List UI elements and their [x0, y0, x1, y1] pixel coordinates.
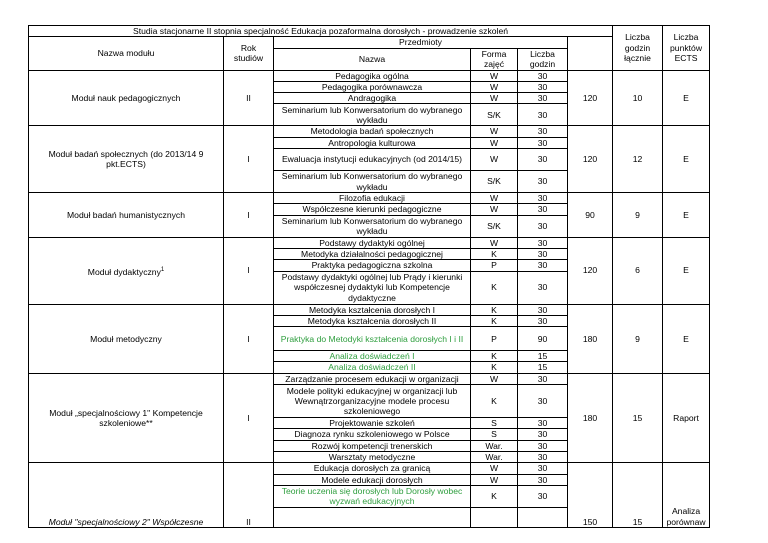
subject-form: W	[471, 463, 518, 474]
module-ects: 9	[613, 304, 663, 373]
subject-form: S/K	[471, 215, 518, 237]
subject-hours: 30	[518, 204, 568, 215]
module-ects: 6	[613, 237, 663, 304]
subject-name: Edukacja dorosłych za granicą	[274, 463, 471, 474]
subject-form: W	[471, 149, 518, 171]
subject-name: Seminarium lub Konwersatorium do wybranego wykładu	[274, 104, 471, 126]
subject-name: Pedagogika ogólna	[274, 70, 471, 81]
module-assessment: E	[663, 126, 710, 193]
subject-hours: 30	[518, 237, 568, 248]
subject-form: P	[471, 327, 518, 351]
subject-hours: 15	[518, 362, 568, 373]
subject-form: K	[471, 315, 518, 326]
subject-hours: 30	[518, 193, 568, 204]
subject-name: Zarządzanie procesem edukacji w organizacji	[274, 373, 471, 384]
subject-name: Metodyka kształcenia dorosłych I	[274, 304, 471, 315]
subject-name: Rozwój kompetencji trenerskich	[274, 440, 471, 451]
subject-name: Filozofia edukacji	[274, 193, 471, 204]
subject-form: S	[471, 418, 518, 429]
subject-name: Projektowanie szkoleń	[274, 418, 471, 429]
subject-form: W	[471, 70, 518, 81]
module-name-text: Moduł dydaktyczny	[87, 266, 161, 277]
subject-form: K	[471, 485, 518, 507]
module-total-hours: 90	[568, 193, 613, 238]
subject-form: W	[471, 93, 518, 104]
subject-name: Metodologia badań społecznych	[274, 126, 471, 137]
subject-hours: 30	[518, 429, 568, 440]
subject-form: W	[471, 204, 518, 215]
subject-hours: 30	[518, 104, 568, 126]
module-ects: 15	[613, 463, 663, 528]
subject-name: Diagnoza rynku szkoleniowego w Polsce	[274, 429, 471, 440]
subject-name: Współczesne kierunki pedagogiczne	[274, 204, 471, 215]
subject-hours: 30	[518, 260, 568, 271]
subject-hours: 30	[518, 451, 568, 462]
subject-form: W	[471, 373, 518, 384]
subject-hours: 30	[518, 485, 568, 507]
subject-hours: 15	[518, 351, 568, 362]
module-assessment: Raport	[663, 373, 710, 462]
module-total-hours: 180	[568, 373, 613, 462]
module-assessment: E	[663, 237, 710, 304]
subject-name: Praktyka do Metodyki kształcenia dorosłych I i II	[274, 327, 471, 351]
module-name: Moduł metodyczny	[29, 304, 224, 373]
subject-hours: 30	[518, 315, 568, 326]
subject-form: S	[471, 429, 518, 440]
subject-form: K	[471, 362, 518, 373]
module-assessment: Analiza porównaw	[663, 463, 710, 528]
subject-form: S/K	[471, 104, 518, 126]
header-name: Nazwa	[274, 48, 471, 70]
module-total-hours: 120	[568, 126, 613, 193]
subject-name: Metodyka działalności pedagogicznej	[274, 248, 471, 259]
subject-hours: 30	[518, 418, 568, 429]
subject-name: Modele edukacji dorosłych	[274, 474, 471, 485]
subject-form: W	[471, 193, 518, 204]
subject-hours: 30	[518, 373, 568, 384]
header-form: Forma zajęć	[471, 48, 518, 70]
subject-name: Analiza doświadczeń II	[274, 362, 471, 373]
subject-name: Teorie uczenia się dorosłych lub Dorosły wobec wyzwań edukacyjnych	[274, 485, 471, 507]
subject-hours: 30	[518, 248, 568, 259]
header-ects: Liczba punktów ECTS	[663, 26, 710, 71]
subject-form: War.	[471, 440, 518, 451]
subject-form: W	[471, 126, 518, 137]
header-total-hours: Liczba godzin łącznie	[613, 26, 663, 71]
subject-hours: 30	[518, 81, 568, 92]
module-name: Moduł "specjalnościowy 2" Współczesne	[29, 463, 224, 528]
module-name: Moduł „specjalnościowy 1" Kompetencje szkoleniowe**	[29, 373, 224, 462]
subject-form: W	[471, 237, 518, 248]
subject-form: K	[471, 271, 518, 304]
subject-hours: 90	[518, 327, 568, 351]
subject-name: Andragogika	[274, 93, 471, 104]
subject-hours: 30	[518, 385, 568, 418]
module-year: I	[224, 126, 274, 193]
subject-form: K	[471, 304, 518, 315]
subject-hours: 30	[518, 463, 568, 474]
subject-hours: 30	[518, 149, 568, 171]
module-total-hours: 180	[568, 304, 613, 373]
header-year: Rok studiów	[224, 37, 274, 70]
header-subjects: Przedmioty	[274, 37, 568, 48]
module-name	[29, 237, 224, 304]
subject-form: P	[471, 260, 518, 271]
module-ects: 10	[613, 70, 663, 126]
subject-form: K	[471, 248, 518, 259]
subject-hours: 30	[518, 474, 568, 485]
page-title: Studia stacjonarne II stopnia specjalność Edukacja pozaformalna dorosłych - prowadzenie szkoleń	[29, 26, 613, 37]
module-year: II	[224, 463, 274, 528]
subject-hours: 30	[518, 93, 568, 104]
subject-hours: 30	[518, 171, 568, 193]
module-ects: 12	[613, 126, 663, 193]
subject-hours: 30	[518, 215, 568, 237]
module-year: I	[224, 237, 274, 304]
subject-name: Podstawy dydaktyki ogólnej	[274, 237, 471, 248]
subject-name: Pedagogika porównawcza	[274, 81, 471, 92]
subject-hours: 30	[518, 271, 568, 304]
subject-hours: 30	[518, 440, 568, 451]
module-ects: 9	[613, 193, 663, 238]
footnote-marker: 1	[160, 266, 165, 273]
subject-hours: 30	[518, 126, 568, 137]
subject-form: K	[471, 385, 518, 418]
subject-form: S/K	[471, 171, 518, 193]
subject-name: Seminarium lub Konwersatorium do wybranego wykładu	[274, 215, 471, 237]
module-year: I	[224, 373, 274, 462]
subject-name: Warsztaty metodyczne	[274, 451, 471, 462]
module-name: Moduł nauk pedagogicznych	[29, 70, 224, 126]
subject-form: W	[471, 137, 518, 148]
module-name: Moduł badań humanistycznych	[29, 193, 224, 238]
subject-name: Antropologia kulturowa	[274, 137, 471, 148]
subject-form: K	[471, 351, 518, 362]
module-assessment: E	[663, 193, 710, 238]
curriculum-table	[28, 25, 710, 528]
subject-form: W	[471, 474, 518, 485]
subject-name: Modele polityki edukacyjnej w organizacji lub Wewnątrzorganizacyjne modele procesu szkoleniowego	[274, 385, 471, 418]
subject-form: W	[471, 81, 518, 92]
subject-name: Ewaluacja instytucji edukacyjnych (od 2014/15)	[274, 149, 471, 171]
module-ects: 15	[613, 373, 663, 462]
subject-name: Seminarium lub Konwersatorium do wybranego wykładu	[274, 171, 471, 193]
subject-hours: 30	[518, 137, 568, 148]
subject-form: War.	[471, 451, 518, 462]
subject-name: Metodyka kształcenia dorosłych II	[274, 315, 471, 326]
module-total-hours: 120	[568, 70, 613, 126]
subject-hours: 30	[518, 70, 568, 81]
subject-name: Analiza doświadczeń I	[274, 351, 471, 362]
subject-name: Praktyka pedagogiczna szkolna	[274, 260, 471, 271]
module-assessment: E	[663, 304, 710, 373]
header-hours: Liczba godzin	[518, 48, 568, 70]
subject-name: Podstawy dydaktyki ogólnej lub Prądy i kierunki współczesnej dydaktyki lub Kompetencje dydaktyczne	[274, 271, 471, 304]
subject-hours: 30	[518, 304, 568, 315]
module-name: Moduł badań społecznych (do 2013/14 9 pkt.ECTS)	[29, 126, 224, 193]
module-year: II	[224, 70, 274, 126]
module-total-hours: 150	[568, 463, 613, 528]
header-module: Nazwa modułu	[29, 37, 224, 70]
module-year: I	[224, 304, 274, 373]
module-assessment: E	[663, 70, 710, 126]
module-total-hours: 120	[568, 237, 613, 304]
module-year: I	[224, 193, 274, 238]
